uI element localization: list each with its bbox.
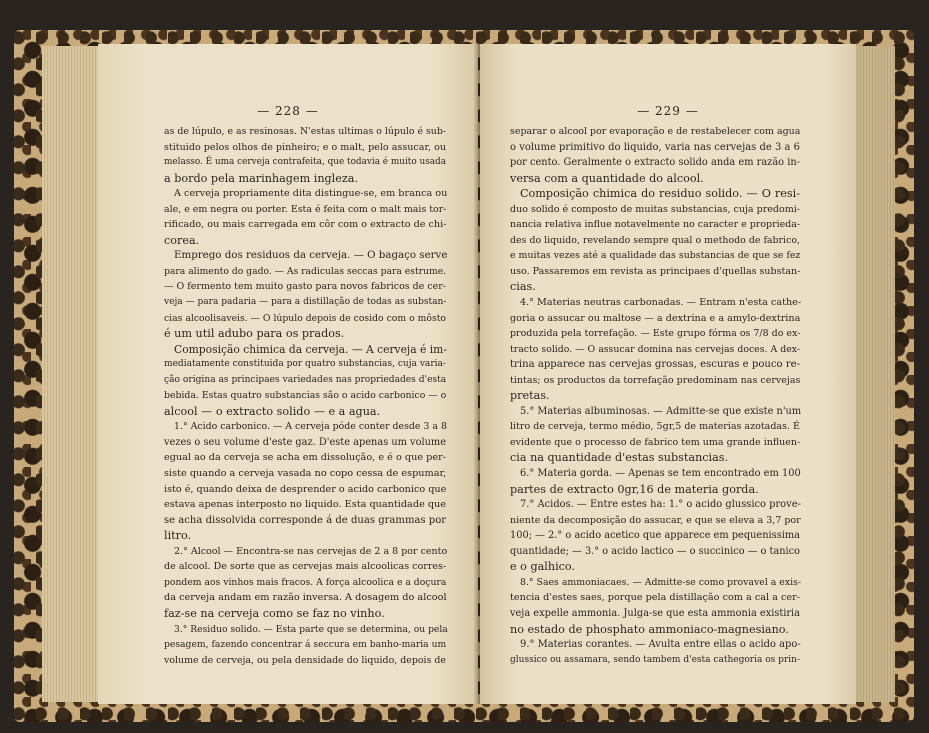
text-line: duo solido é composto de muitas substancias, cuja predomi- [510, 203, 800, 215]
text-line: versa com a quantidade do alcool. [510, 171, 704, 185]
text-line: mediatamente constituida por quatro substancias, cuja varia- [164, 359, 446, 370]
text-line: produzida pela torrefação. — Este grupo fórma os 7/8 do ex- [510, 328, 801, 340]
text-line: niente da decomposição do assucar, e que se eleva a 3,7 por [510, 514, 801, 526]
text-line: ale, e em negra ou porter. Esta é feita com o malt mais tor- [164, 203, 447, 215]
page-number: — 228 — [257, 104, 319, 118]
text-line: bebida. Estas quatro substancias são o acido carbonico — o [164, 390, 447, 402]
text-line: A cerveja propriamente dita distingue-se, em branca ou [174, 188, 448, 200]
text-line: alcool — o extracto solido — e a agua. [164, 404, 381, 418]
text-line: 6.° Materia gorda. — Apenas se tem encontrado em 100 [520, 468, 801, 480]
text-line: — O fermento tem muito gasto para novos fabricos de cer- [164, 281, 446, 293]
text-line: tencia d'estes saes, porque pela distillação com a cal a cer- [510, 592, 800, 604]
text-line: corea. [164, 233, 200, 247]
text-line: 1.° Acido carbonico. — A cerveja póde conter desde 3 a 8 [174, 421, 447, 433]
text-line: para alimento do gado. — As radiculas seccas para estrume. [164, 265, 447, 277]
text-line: e o galhico. [510, 560, 576, 574]
text-line: veja — para padaria — para a distillação de todas as substan- [164, 297, 447, 308]
left-page [98, 44, 478, 704]
text-line: isto é, quando deixa de desprender o acido carbonico que [164, 483, 447, 495]
text-line: trina apparece nas cervejas grossas, escuras e pouco re- [510, 359, 800, 371]
text-line: rificado, ou mais carregada em côr com o extracto de chi- [164, 219, 447, 231]
text-line: egual ao da cerveja se acha em dissolução, e é o que per- [164, 452, 446, 464]
right-page [480, 44, 856, 704]
text-line: por cento. Geralmente o extracto solido anda em razão in- [510, 157, 800, 169]
text-line: 2.° Alcool — Encontra-se nas cervejas de 2 a 8 por cento [174, 545, 448, 557]
text-line: de alcool. De sorte que as cervejas mais alcoolicas corres- [164, 561, 447, 573]
text-line: pondem aos vinhos mais fracos. A força alcoolica e a doçura [164, 576, 447, 588]
text-line: e muitas vezes até a qualidade das substancias de que se fez [510, 250, 801, 262]
text-line: tracto solido. — O assucar domina nas cervejas doces. A dex- [510, 343, 800, 355]
text-line: faz-se na cerveja como se faz no vinho. [164, 606, 385, 620]
text-line: vezes o seu volume d'este gaz. D'este apenas um volume [164, 436, 447, 448]
text-line: glussico ou assamara, sendo tambem d'esta cathegoria os prin- [510, 654, 800, 665]
text-line: cia na quantidade d'estas substancias. [510, 451, 729, 465]
text-line: siste quando a cerveja vasada no copo cessa de espumar, [164, 468, 447, 480]
text-line: cias alcoolisaveis. — O lúpulo depois de cosido com o môsto [164, 312, 446, 324]
text-line: litro de cerveja, termo médio, 5gr,5 de materias azotadas. É [510, 421, 800, 433]
text-line: 5.° Materias albuminosas. — Admitte-se que existe n'um [520, 405, 802, 417]
text-line: se acha dissolvida corresponde á de duas grammas por [164, 514, 447, 526]
text-line: 9.° Materias corantes. — Avulta entre ellas o acido apo- [520, 639, 801, 651]
text-line: stituido pelos olhos de pinheiro; e o malt, pelo assucar, ou [164, 141, 446, 153]
text-line: da cerveja andam em razão inversa. A dosagem do alcool [164, 592, 447, 604]
text-line: quantidade; — 3.° o acido lactico — o succinico — o tanico [510, 545, 800, 557]
text-line: 100; — 2.° o acido acetico que apparece em pequenissima [510, 530, 800, 542]
text-line: pesagem, fazendo concentrar á seccura em banho-maria um [164, 639, 447, 651]
text-line: 7.° Acidos. — Entre estes ha: 1.° o acido glussico prove- [520, 499, 801, 511]
text-line: nancia relativa influe notavelmente no caracter e proprieda- [510, 219, 801, 231]
text-line: estava apenas interposto no liquido. Esta quantidade que [164, 499, 446, 511]
section-heading: Composição chimica da cerveja. — A cerveja é im- [174, 342, 447, 356]
text-line: volume de cerveja, ou pela densidade do liquido, depois de [164, 654, 447, 666]
page-number: — 229 — [637, 104, 699, 118]
text-line: veja expelle ammonia. Julga-se que esta ammonia existiria [510, 607, 800, 619]
text-line: des do liquido, revelando sempre qual o methodo de fabrico, [510, 234, 800, 246]
page-text [510, 124, 800, 668]
text-line: tintas; os productos da torrefação predominam nas cervejas [510, 374, 801, 386]
text-line: partes de extracto 0gr,16 de materia gorda. [510, 482, 759, 496]
text-line: a bordo pela marinhagem ingleza. [164, 171, 359, 185]
text-line: as de lúpulo, e as resinosas. N'estas ultimas o lúpulo é sub- [164, 126, 446, 137]
text-line: litro. [164, 529, 192, 543]
text-line: 8.° Saes ammoniacaes. — Admitte-se como provavel a exis- [520, 576, 802, 588]
text-line: é um util adubo para os prados. [164, 327, 345, 341]
text-line: melasso. É uma cerveja contrafeita, que todavia é muito usada [164, 157, 447, 168]
text-line: uso. Passaremos em revista as principaes d'quellas substan- [510, 265, 801, 277]
section-heading: Emprego dos residuos da cerveja. — O bagaço serve [174, 249, 448, 262]
text-line: o volume primitivo do liquido, varia nas cervejas de 3 a 6 [510, 141, 800, 153]
text-line: evidente que o processo de fabrico tem uma grande influen- [510, 436, 801, 448]
page-text [164, 124, 446, 668]
right-page-edges [855, 46, 895, 702]
text-line: 4.° Materias neutras carbonadas. — Entram n'esta cathe- [520, 297, 802, 309]
section-heading: Composição chimica do residuo solido. — O resi- [520, 187, 800, 201]
text-line: cias. [510, 280, 536, 294]
text-line: 3.° Residuo solido. — Esta parte que se determina, ou pela [174, 623, 448, 635]
text-line: pretas. [510, 389, 550, 403]
left-page-edges [42, 46, 102, 702]
text-line: separar o alcool por evaporação e de restabelecer com agua [510, 126, 801, 137]
text-line: goria o assucar ou maltose — a dextrina e a amylo-dextrina [510, 312, 801, 324]
text-line: no estado de phosphato ammoniaco-magnesiano. [510, 622, 789, 636]
text-line: ção origina as principaes variedades nas propriedades d'esta [164, 374, 447, 385]
